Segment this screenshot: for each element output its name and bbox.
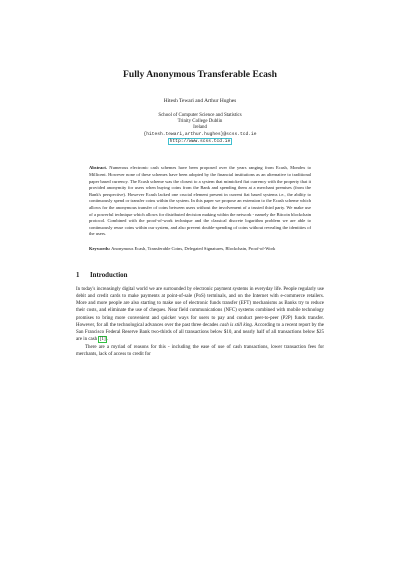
- introduction-body: [76, 286, 324, 359]
- intro-emphasis: cash is still king: [219, 322, 252, 328]
- section-number: 1: [76, 271, 80, 279]
- keywords: [89, 246, 311, 253]
- keywords-label: Keywords:: [89, 245, 111, 251]
- citation-link-1[interactable]: [1]: [99, 337, 106, 343]
- affiliation-country: Ireland: [193, 125, 207, 131]
- affiliation-url-link[interactable]: http://www.scss.tcd.ie: [169, 138, 231, 144]
- abstract-label: Abstract.: [89, 165, 108, 171]
- author-list: Hitesh Tewari and Arthur Hughes: [163, 98, 237, 104]
- author-email: {hitesh.tewari,arthur.hughes}@scss.tcd.ie: [143, 131, 257, 137]
- intro-paragraph-1-text-c: .: [107, 337, 109, 343]
- intro-paragraph-1: [76, 286, 324, 344]
- section-title: Introduction: [90, 271, 128, 279]
- intro-paragraph-2: There are a myriad of reasons for this - including the ease of use of cash transactions, lower transaction fees for merchants, lack of access to credit for: [76, 344, 324, 357]
- keywords-text: Anonymous Ecash, Transferable Coins, Delegated Signatures, Blockchain, Proof-of-Work: [111, 245, 276, 251]
- intro-paragraph-1-text-a: In today's increasingly digital world we are surrounded by electronic payment systems in everyday life. People regularly use debit and credit cards to make payments at point-of-sale (PoS) terminals, and on the Internet with e-commerce retailers. More and more people are also starting to make use of electronic funds transfer (EFT) mechanisms as Banks try to reduce their costs, and eliminate the use of cheques. Near field communications (NFC) systems combined with mobile technology promises to bring more convenient and quicker ways for users to pay and conduct peer-to-peer (P2P) funds transfer. However, for all the technological advances over the past three decades: [76, 286, 324, 328]
- section-heading-introduction: [76, 271, 324, 280]
- affiliation-college: Trinity College Dublin: [177, 119, 223, 125]
- abstract: [89, 165, 311, 238]
- paper-title: Fully Anonymous Transferable Ecash: [123, 69, 277, 80]
- affiliation-dept: School of Computer Science and Statistics: [158, 113, 242, 118]
- affiliation-block: [76, 113, 324, 145]
- abstract-text: Numerous electronic cash schemes have been proposed over the years ranging from Ecash, Mondex to Millicent. However none of these schemes have been adopted by the financial institutions as an alternative to traditional paper based currency. The Ecash scheme was the closest to a system that mimicked fiat currency with the property that it provided anonymity for users when buying coins from the Bank and spending them at a merchant premises (from the Bank's perspective). However Ecash lacked one crucial element present in current fiat based systems i.e., the ability to continuously spend or transfer coins within the system. In this paper we propose an extension to the Ecash scheme which allows for the anonymous transfer of coins between users without the involvement of a trusted third party. We make use of a powerful technique which allows for distributed decision making within the network - namely the Bitcoin blockchain protocol. Combined with the proof-of-work technique and the classical discrete logarithm problem we are able to continuously reuse coins within our system, and also prevent double-spending of coins without revealing the identities of the users.: [89, 165, 311, 237]
- intro-paragraph-1-text-b: . According to a recent report by the San Francisco Federal Reserve Bank two-thirds of all transactions below $10, and nearly half of all transactions below $25 are in cash: [76, 322, 324, 343]
